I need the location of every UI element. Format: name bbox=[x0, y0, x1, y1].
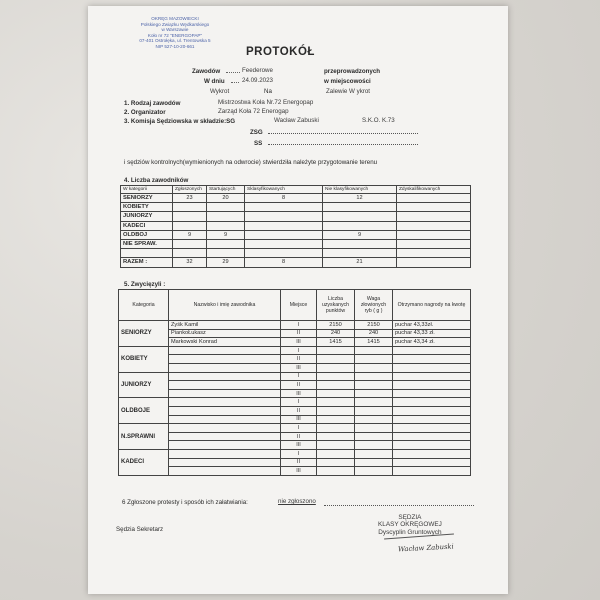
category-label: OLDBOJ bbox=[121, 230, 173, 239]
winner-prize bbox=[393, 432, 471, 441]
winner-points bbox=[317, 389, 355, 398]
participants-header: Nie klasyfikowanych bbox=[323, 186, 397, 194]
winners-header: Nazwisko i imię zawodnika bbox=[169, 290, 281, 321]
winner-points bbox=[317, 381, 355, 390]
winner-name bbox=[169, 363, 281, 372]
miejscowosci-label: w miejscowości bbox=[324, 78, 371, 85]
winner-weight bbox=[355, 372, 393, 381]
page-title: PROTOKÓŁ bbox=[246, 46, 315, 58]
winner-weight bbox=[355, 346, 393, 355]
table-row bbox=[119, 441, 471, 450]
winner-weight bbox=[355, 363, 393, 372]
count-cell bbox=[323, 221, 397, 230]
winner-category: KOBIETY bbox=[119, 346, 169, 372]
winner-prize: puchar 43,34 zł. bbox=[393, 338, 471, 347]
table-row bbox=[119, 406, 471, 415]
winner-name bbox=[169, 381, 281, 390]
winner-prize bbox=[393, 355, 471, 364]
winner-place: I bbox=[281, 346, 317, 355]
protocol-sheet bbox=[88, 6, 508, 594]
table-row bbox=[119, 449, 471, 458]
winner-points bbox=[317, 346, 355, 355]
winner-points bbox=[317, 415, 355, 424]
category-label: KADECI bbox=[121, 221, 173, 230]
winners-table bbox=[118, 289, 471, 476]
count-cell bbox=[207, 203, 245, 212]
winner-prize bbox=[393, 441, 471, 450]
count-cell bbox=[207, 221, 245, 230]
stamp-line: OKRĘG MAZOWIECKI bbox=[151, 16, 199, 21]
table-row bbox=[119, 363, 471, 372]
participants-header: W kategorii bbox=[121, 186, 173, 194]
item-2-value: Zarząd Koła 72 Enerogap bbox=[218, 108, 289, 115]
winner-name bbox=[169, 424, 281, 433]
winner-name bbox=[169, 441, 281, 450]
table-row bbox=[119, 424, 471, 433]
winner-prize bbox=[393, 363, 471, 372]
winner-weight bbox=[355, 406, 393, 415]
winner-points bbox=[317, 449, 355, 458]
winner-prize bbox=[393, 372, 471, 381]
winner-weight bbox=[355, 389, 393, 398]
winner-place: III bbox=[281, 415, 317, 424]
winner-weight: 240 bbox=[355, 329, 393, 338]
section5-title: 5. Zwycięzyli : bbox=[124, 281, 166, 288]
category-label: SENIORZY bbox=[121, 194, 173, 203]
winner-name bbox=[169, 355, 281, 364]
count-cell: 9 bbox=[207, 230, 245, 239]
winner-name bbox=[169, 449, 281, 458]
table-row bbox=[121, 230, 471, 239]
winner-name bbox=[169, 432, 281, 441]
count-cell bbox=[207, 212, 245, 221]
ss-label: SS bbox=[254, 140, 263, 147]
winner-weight bbox=[355, 441, 393, 450]
winner-weight: 2150 bbox=[355, 321, 393, 330]
winner-place: I bbox=[281, 372, 317, 381]
winner-weight bbox=[355, 415, 393, 424]
control-text: i sędziów kontrolnych(wymienionych na odwrocie) stwierdziła należyte przygotowanie terenu bbox=[124, 159, 378, 166]
item-1-label: 1. Rodzaj zawodów bbox=[124, 100, 181, 107]
winner-weight: 1415 bbox=[355, 338, 393, 347]
winner-prize: puchar 43,33zł. bbox=[393, 321, 471, 330]
table-row bbox=[119, 389, 471, 398]
count-cell: 29 bbox=[207, 258, 245, 267]
winner-name bbox=[169, 467, 281, 476]
count-cell bbox=[397, 194, 471, 203]
item-2-label: 2. Organizator bbox=[124, 109, 166, 116]
table-row bbox=[121, 249, 471, 258]
protests-value: nie zgłoszono bbox=[278, 498, 316, 505]
category-label bbox=[121, 249, 173, 258]
winner-prize bbox=[393, 346, 471, 355]
participants-header: Zgłoszonych bbox=[173, 186, 207, 194]
category-label: KOBIETY bbox=[121, 203, 173, 212]
count-cell bbox=[245, 203, 323, 212]
winner-points bbox=[317, 372, 355, 381]
table-row bbox=[119, 415, 471, 424]
winner-weight bbox=[355, 424, 393, 433]
table-row bbox=[119, 372, 471, 381]
winner-name: PiankoŁukasz bbox=[169, 329, 281, 338]
zawodow-label: Zawodów bbox=[192, 68, 221, 75]
count-cell bbox=[245, 249, 323, 258]
table-row bbox=[119, 321, 471, 330]
table-row bbox=[119, 329, 471, 338]
winner-points bbox=[317, 432, 355, 441]
count-cell: 21 bbox=[323, 258, 397, 267]
count-cell bbox=[323, 249, 397, 258]
count-cell: 12 bbox=[323, 194, 397, 203]
count-cell bbox=[173, 249, 207, 258]
category-label: JUNIORZY bbox=[121, 212, 173, 221]
count-cell: 9 bbox=[323, 230, 397, 239]
count-cell bbox=[245, 239, 323, 248]
count-cell bbox=[397, 249, 471, 258]
table-row bbox=[121, 221, 471, 230]
table-row bbox=[119, 398, 471, 407]
winner-place: II bbox=[281, 406, 317, 415]
winner-prize: puchar 43,33 zł. bbox=[393, 329, 471, 338]
winner-category: SENIORZY bbox=[119, 321, 169, 347]
item-3-label: 3. Komisja Sędziowska w składzie:SG bbox=[124, 118, 236, 125]
count-cell bbox=[173, 221, 207, 230]
winner-weight bbox=[355, 355, 393, 364]
winner-name: Markowski Konrad bbox=[169, 338, 281, 347]
table-row bbox=[119, 355, 471, 364]
category-label: NIE SPRAW. bbox=[121, 239, 173, 248]
count-cell bbox=[397, 203, 471, 212]
winner-prize bbox=[393, 406, 471, 415]
table-row bbox=[121, 239, 471, 248]
winner-category: N.SPRAWNI bbox=[119, 424, 169, 450]
count-cell bbox=[397, 230, 471, 239]
participants-table bbox=[120, 185, 471, 268]
count-cell bbox=[323, 239, 397, 248]
wykrot-value: Wykrot bbox=[210, 88, 230, 95]
club-stamp bbox=[110, 16, 240, 50]
winner-prize bbox=[393, 449, 471, 458]
winner-place: I bbox=[281, 424, 317, 433]
count-cell bbox=[207, 239, 245, 248]
stamp-line: Polskiego Związku Wędkarskiego bbox=[140, 21, 210, 27]
count-cell: 20 bbox=[207, 194, 245, 203]
winner-name bbox=[169, 346, 281, 355]
winner-points bbox=[317, 424, 355, 433]
count-cell: 32 bbox=[173, 258, 207, 267]
winner-points bbox=[317, 363, 355, 372]
item-3-extra: S.K.O. K.73 bbox=[362, 117, 395, 124]
winner-prize bbox=[393, 381, 471, 390]
table-row bbox=[119, 346, 471, 355]
table-row bbox=[119, 432, 471, 441]
count-cell bbox=[397, 221, 471, 230]
winner-place: I bbox=[281, 321, 317, 330]
winners-header: Liczba uzyskanych punktów bbox=[317, 290, 355, 321]
winner-place: II bbox=[281, 458, 317, 467]
participants-header: Zdyskalifikowanych bbox=[397, 186, 471, 194]
count-cell: 8 bbox=[245, 194, 323, 203]
winner-category: KADECI bbox=[119, 449, 169, 475]
winner-weight bbox=[355, 381, 393, 390]
count-cell: 23 bbox=[173, 194, 207, 203]
winner-points bbox=[317, 441, 355, 450]
winner-prize bbox=[393, 415, 471, 424]
winner-place: III bbox=[281, 441, 317, 450]
winner-name bbox=[169, 415, 281, 424]
zawodow-value: Feederowe bbox=[242, 67, 273, 74]
table-row bbox=[119, 338, 471, 347]
count-cell bbox=[207, 249, 245, 258]
winner-points bbox=[317, 398, 355, 407]
participants-header: Startujących bbox=[207, 186, 245, 194]
winner-points bbox=[317, 467, 355, 476]
winner-prize bbox=[393, 458, 471, 467]
count-cell bbox=[323, 212, 397, 221]
item-3-value: Wacław Zabuski bbox=[274, 117, 319, 124]
count-cell bbox=[245, 221, 323, 230]
stamp-line: w Warszawie bbox=[161, 27, 189, 33]
winner-name: Zyśk Kamil bbox=[169, 321, 281, 330]
winner-place: II bbox=[281, 329, 317, 338]
winner-points: 240 bbox=[317, 329, 355, 338]
winner-category: JUNIORZY bbox=[119, 372, 169, 398]
winner-name bbox=[169, 406, 281, 415]
winner-prize bbox=[393, 467, 471, 476]
dniu-value: 24.09.2023 bbox=[242, 77, 273, 84]
winners-header: Miejsce bbox=[281, 290, 317, 321]
winner-place: I bbox=[281, 449, 317, 458]
zsg-label: ZSG bbox=[250, 129, 263, 136]
winner-weight bbox=[355, 432, 393, 441]
winner-weight bbox=[355, 467, 393, 476]
judge-stamp: SĘDZIA KLASY OKRĘGOWEJ Dyscyplin Gruntowych bbox=[378, 514, 442, 536]
winner-place: III bbox=[281, 338, 317, 347]
stamp-line: 07-401 Ostrołęka, ul. Trentowska 5 bbox=[139, 38, 211, 44]
winner-place: III bbox=[281, 389, 317, 398]
winner-points: 2150 bbox=[317, 321, 355, 330]
winner-place: II bbox=[281, 355, 317, 364]
winner-name bbox=[169, 458, 281, 467]
count-cell bbox=[245, 230, 323, 239]
winner-prize bbox=[393, 389, 471, 398]
winner-place: III bbox=[281, 467, 317, 476]
winner-place: III bbox=[281, 363, 317, 372]
winner-prize bbox=[393, 398, 471, 407]
winner-name bbox=[169, 372, 281, 381]
table-row bbox=[121, 203, 471, 212]
winner-name bbox=[169, 398, 281, 407]
winner-points: 1415 bbox=[317, 338, 355, 347]
przeprowadzonych-label: przeprowadzonych bbox=[324, 68, 381, 75]
winner-prize bbox=[393, 424, 471, 433]
stamp-line: Koło nr 72 "ENERGOPAP" bbox=[147, 32, 203, 38]
winners-header: Kategoria bbox=[119, 290, 169, 321]
sedzia-sekretarz-label: Sędzia Sekretarz bbox=[116, 526, 164, 533]
winner-place: II bbox=[281, 381, 317, 390]
table-row bbox=[121, 212, 471, 221]
judge-signature: Wacław Zabuski bbox=[397, 542, 454, 554]
zalewie-value: Zalewie W ykrot bbox=[326, 88, 371, 95]
winner-points bbox=[317, 355, 355, 364]
count-cell: 9 bbox=[173, 230, 207, 239]
winner-weight bbox=[355, 458, 393, 467]
winners-header: Otrzymano nagrody na kwotę bbox=[393, 290, 471, 321]
winner-place: II bbox=[281, 432, 317, 441]
na-label: Na bbox=[264, 88, 272, 95]
protests-label: 6 Zgłoszone protesty i sposób ich załatwiania: bbox=[122, 499, 248, 506]
winner-weight bbox=[355, 398, 393, 407]
count-cell bbox=[245, 212, 323, 221]
winners-header: Waga złowionych ryb ( g ) bbox=[355, 290, 393, 321]
count-cell bbox=[323, 203, 397, 212]
table-row bbox=[121, 194, 471, 203]
count-cell bbox=[173, 239, 207, 248]
winner-place: I bbox=[281, 398, 317, 407]
table-row bbox=[121, 258, 471, 267]
participants-header: Sklasyfikowanych bbox=[245, 186, 323, 194]
winner-points bbox=[317, 458, 355, 467]
count-cell bbox=[397, 258, 471, 267]
table-row bbox=[119, 467, 471, 476]
dniu-label: W dniu bbox=[204, 78, 225, 85]
count-cell bbox=[397, 212, 471, 221]
winner-category: OLDBOJE bbox=[119, 398, 169, 424]
item-1-value: Mistrzostwa Koła Nr.72 Energopap bbox=[218, 99, 314, 106]
count-cell: 8 bbox=[245, 258, 323, 267]
count-cell bbox=[173, 212, 207, 221]
section4-title: 4. Liczba zawodników bbox=[124, 177, 189, 184]
winner-weight bbox=[355, 449, 393, 458]
table-row bbox=[119, 458, 471, 467]
winner-points bbox=[317, 406, 355, 415]
winner-name bbox=[169, 389, 281, 398]
category-label: RAZEM : bbox=[121, 258, 173, 267]
table-row bbox=[119, 381, 471, 390]
count-cell bbox=[173, 203, 207, 212]
stamp-line: NIP 527-10-20-661 bbox=[155, 43, 195, 49]
count-cell bbox=[397, 239, 471, 248]
